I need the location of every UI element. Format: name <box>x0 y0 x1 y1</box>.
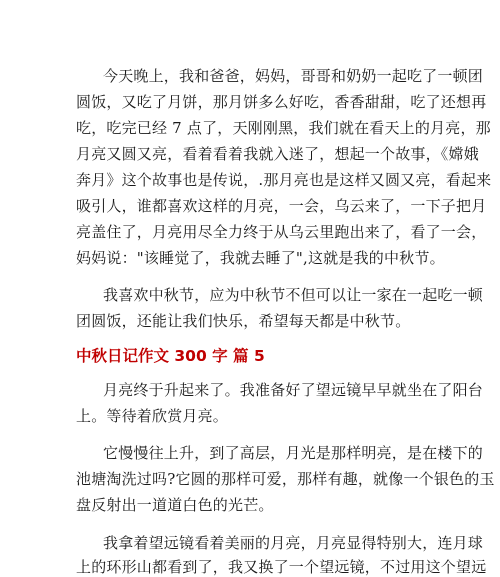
text-line: 今天晚上，我和爸爸，妈妈，哥哥和奶奶一起吃了一顿团 <box>103 67 484 85</box>
text-line: 奔月》这个故事也是传说，.那月亮也是这样又圆又亮，看起来 <box>76 171 492 189</box>
text-line: 我拿着望远镜看着美丽的月亮，月亮显得特别大，连月球 <box>103 534 484 552</box>
text-line: 盘反射出一道道白色的光芒。 <box>76 496 274 514</box>
text-line: 吃，吃完已经 7 点了，天刚刚黑，我们就在看天上的月亮，那 <box>76 119 491 137</box>
text-line: 团圆饭，还能让我们快乐，希望每天都是中秋节。 <box>76 312 411 330</box>
text-line: 月亮终于升起来了。我准备好了望远镜早早就坐在了阳台 <box>103 381 484 399</box>
text-line: 我喜欢中秋节，应为中秋节不但可以让一家在一起吃一顿 <box>103 286 484 304</box>
text-line: 吸引人，谁都喜欢这样的月亮，一会，乌云来了，一下子把月 <box>76 197 487 215</box>
text-line: 池塘淘洗过吗?它圆的那样可爱，那样有趣，就像一个银色的玉 <box>76 470 495 488</box>
section-heading: 中秋日记作文 300 字 篇 5 <box>76 347 265 365</box>
text-line: 它慢慢往上升，到了高层，月光是那样明亮，是在楼下的 <box>103 444 484 462</box>
text-line: 月亮又圆又亮，看着看着我就入迷了，想起一个故事，《嫦娥 <box>76 145 479 163</box>
text-line: 上的环形山都看到了，我又换了一个望远镜，不过用这个望远 <box>76 558 487 576</box>
text-line: 妈妈说："该睡觉了，我就去睡了",这就是我的中秋节。 <box>76 249 445 267</box>
text-line: 上。等待着欣赏月亮。 <box>76 407 229 425</box>
text-line: 亮盖住了，月亮用尽全力终于从乌云里跑出来了，看了一会， <box>76 223 487 241</box>
text-line: 圆饭，又吃了月饼，那月饼多么好吃，香香甜甜，吃了还想再 <box>76 93 487 111</box>
